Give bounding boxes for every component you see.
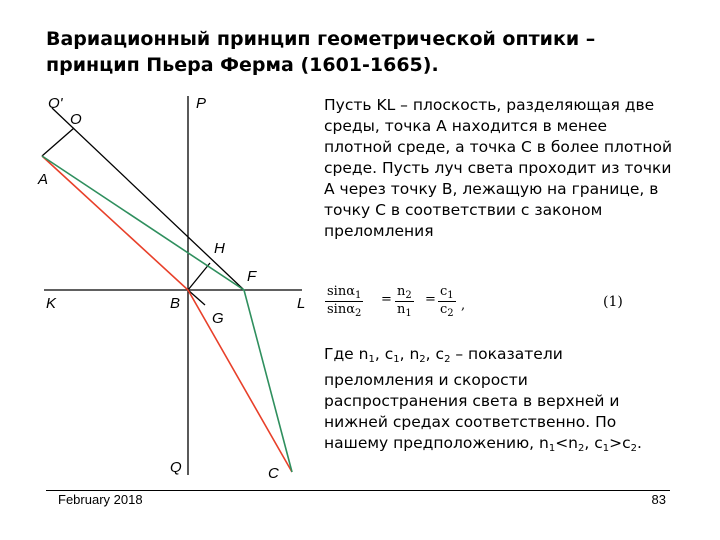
- page-number: 83: [651, 492, 666, 507]
- equation-number: (1): [603, 294, 623, 310]
- fraction-c: $\frac{c_1}{c_2}$: [440, 284, 454, 319]
- sub-1: 1: [354, 290, 362, 301]
- c-1: c: [440, 284, 448, 299]
- fraction-n: $\frac{n_2}{n_1}$: [397, 284, 412, 319]
- label-c: C: [268, 465, 279, 482]
- c-2: c: [440, 302, 448, 317]
- wavefront-line-oo: [52, 108, 244, 290]
- label-k: K: [46, 295, 57, 312]
- label-o: O: [70, 111, 82, 128]
- n-2: n: [397, 284, 406, 299]
- label-o-prime: O': [48, 95, 63, 112]
- green-ray: [42, 156, 292, 472]
- label-p: P: [196, 95, 207, 112]
- paragraph-intro: Пусть KL – плоскость, разделяющая две среды, точка A находится в менее плотной среде, а точка C в более плотной среде. Пусть луч света проходит из точки A через точку B, лежащую на границе, в точку C в соответствии с законом преломления: [324, 96, 673, 240]
- title-line-2: принцип Пьера Ферма (1601-1665).: [46, 54, 439, 76]
- label-a: A: [38, 171, 49, 188]
- label-l: L: [297, 295, 306, 312]
- title-line-1: Вариационный принцип геометрической оптики –: [46, 28, 596, 50]
- label-q: Q: [170, 459, 182, 476]
- sin-alpha-1: sinα: [327, 284, 355, 299]
- segment-a-o: [42, 128, 74, 156]
- equals-2: =: [425, 292, 436, 307]
- formula-comma: ,: [461, 298, 466, 313]
- segment-b-g: [188, 290, 205, 305]
- label-b: B: [170, 295, 181, 312]
- footer-divider: [46, 490, 670, 491]
- label-g: G: [212, 310, 224, 327]
- red-ray: [42, 156, 292, 472]
- n-1: n: [397, 302, 406, 317]
- fraction-sin: [325, 284, 363, 319]
- refraction-formula: [325, 282, 675, 332]
- sin-alpha-2: sinα: [327, 302, 355, 317]
- label-f: F: [247, 268, 257, 285]
- paragraph-definitions: Где $n_1$, $c_1$, $n_2$, $c_2$ – показатели преломления и скорости распространения света в верхней и нижней средах соответственно. По нашему предположению, $n_1<n_2$, $c_1>c_2$.: [324, 345, 642, 454]
- label-h: H: [214, 240, 225, 257]
- segment-b-h: [188, 263, 210, 290]
- footer-date: February 2018: [58, 492, 143, 507]
- sub-2: 2: [354, 308, 362, 319]
- equals-1: =: [381, 292, 392, 307]
